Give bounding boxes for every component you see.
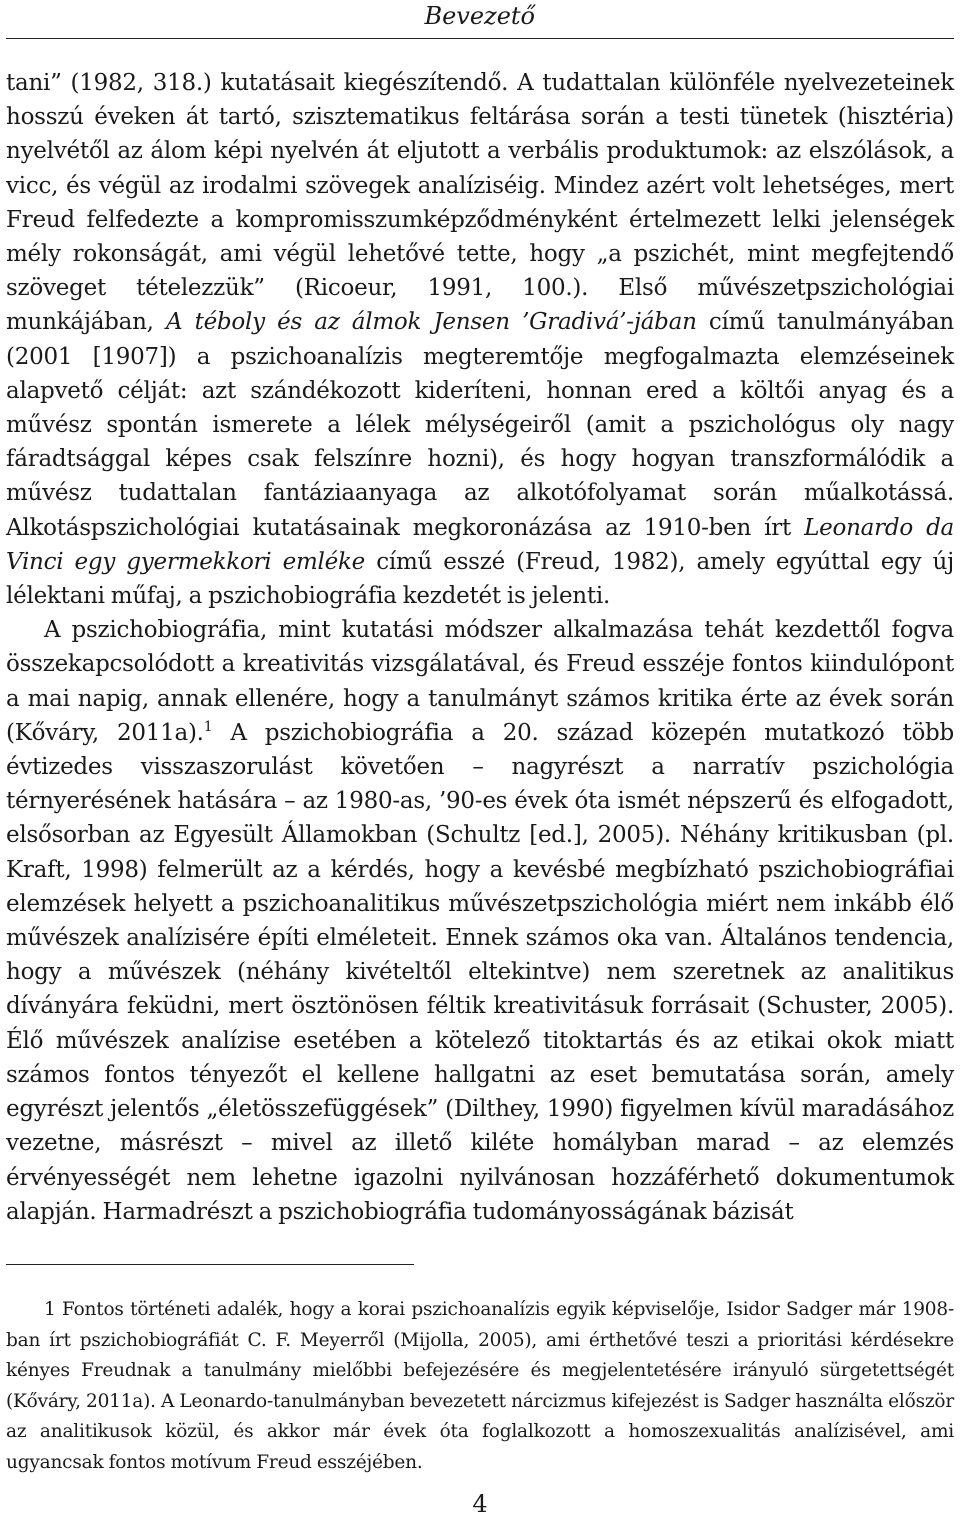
paragraph-1-part-a: tani” (1982, 318.) kutatásait kiegészítendő. A tudattalan különféle nyelvezeteinek hosszú éveken át tartó, szisztematikus feltárása során a testi tünetek (hisztéria) nyelvétől az álom képi nyelvén át eljutott a verbális produktumok: az elszólások, a vicc, és végül az irodalmi szövegek analíziséig. Mindez azért volt lehetséges, mert Freud felfedezte a kompromisszumképződményként értelmezett lelki jelenségek mély rokonságát, ami végül lehetővé tette, hogy „a pszichét, mint megfejtendő szöveget tételezzük” (Ricoeur, 1991, 100.). Első művészetpszichológiai munkájában, [6, 70, 954, 336]
footnote-text: Fontos történeti adalék, hogy a korai pszichoanalízis egyik képviselője, Isidor Sadger már 1908-ban írt pszichobiográfiát C. F. Meyerről (Mijolla, 2005), ami érthetővé teszi a prioritási kérdésekre kényes Freudnak a tanulmány mielőbbi befejezésére és megjelentetésére irányuló sürgetettségét (Kőváry, 2011a). A Leonardo-tanulmányban bevezetett nárcizmus kifejezést is Sadger használta először az analitikusok közül, és akkor már évek óta foglalkozott a homoszexualitás analízisével, ami ugyancsak fontos motívum Freud esszéjében. [6, 1299, 954, 1473]
paragraph-2-part-a: A pszichobiográfia, mint kutatási módszer alkalmazása tehát kezdettől fogva összekapcsolódott a kreativitás vizsgálatával, és Freud esszéje fontos kiindulópont a mai napig, annak ellenére, hogy a tanulmányt számos kritika érte az évek során (Kőváry, 2011a). [6, 617, 954, 746]
footnote-marker: 1 [44, 1299, 56, 1320]
footnote-1 [6, 1295, 954, 1478]
running-header-title: Bevezető [424, 2, 535, 30]
work-title-leonardo: Leonardo da Vinci egy gyermekkori emléke [6, 514, 954, 575]
paragraph-1-part-b: című tanulmányában (2001 [1907]) a pszichoanalízis megteremtője megfogalmazta elemzéseinek alapvető célját: azt szándékozott kideríteni, honnan ered a költői anyag és a művész spontán ismerete a lélek mélységeiről (amit a pszichológus oly nagy fáradtsággal képes csak felszínre hozni), és hogy hogyan transzformálódik a művész tudattalan fantáziaanyaga az alkotófolyamat során műalkotássá. Alkotáspszichológiai kutatásainak megkoronázása az 1910-ben írt [6, 309, 954, 541]
body-text [6, 66, 954, 1229]
work-title-gradiva: A téboly és az álmok Jensen ’Gradivá’-jában [165, 309, 697, 336]
footnote-reference[interactable]: 1 [203, 718, 213, 735]
footnote [6, 1295, 954, 1478]
paragraph-2-part-b: A pszichobiográfia a 20. század közepén mutatkozó több évtizedes visszaszorulást követően – nagyrészt a narratív pszichológia térnyerésének hatására – az 1980-as, ’90-es évek óta ismét népszerű és elfogadott, elsősorban az Egyesült Államokban (Schultz [ed.], 2005). Néhány kritikusban (pl. Kraft, 1998) felmerült az a kérdés, hogy a kevésbé megbízható pszichobiográfiai elemzések helyett a pszichoanalitikus művészetpszichológia miért nem inkább élő művészek analízisére építi elméleteit. Ennek számos oka van. Általános tendencia, hogy a művészek (néhány kivételtől eltekintve) nem szeretnek az analitikus díványára feküdni, mert ösztönösen féltik kreativitásuk forrásait (Schuster, 2005). Élő művészek analízise esetében a kötelező titoktartás és az etikai okok miatt számos fontos tényezőt el kellene hallgatni az eset bemutatása során, amely egyrészt jelentős „életösszefüggések” (Dilthey, 1990) figyelmen kívül maradásához vezetne, másrészt – mivel az illető kiléte homályban marad – az elemzés érvényességét nem lehetne igazolni nyilvánosan hozzáférhető dokumentumok alapján. Harmadrészt a pszichobiográfia tudományosságának bázisát [6, 719, 954, 1225]
paragraph-2 [6, 613, 954, 1229]
paragraph-1-part-c: című esszé (Freud, 1982), amely egyúttal egy új lélektani műfaj, a pszichobiográfia kezdetét is jelenti. [6, 548, 954, 610]
paragraph-1 [6, 66, 954, 613]
footnote-divider [6, 1264, 414, 1265]
page-number: 4 [472, 1490, 488, 1518]
header-divider [6, 38, 954, 39]
